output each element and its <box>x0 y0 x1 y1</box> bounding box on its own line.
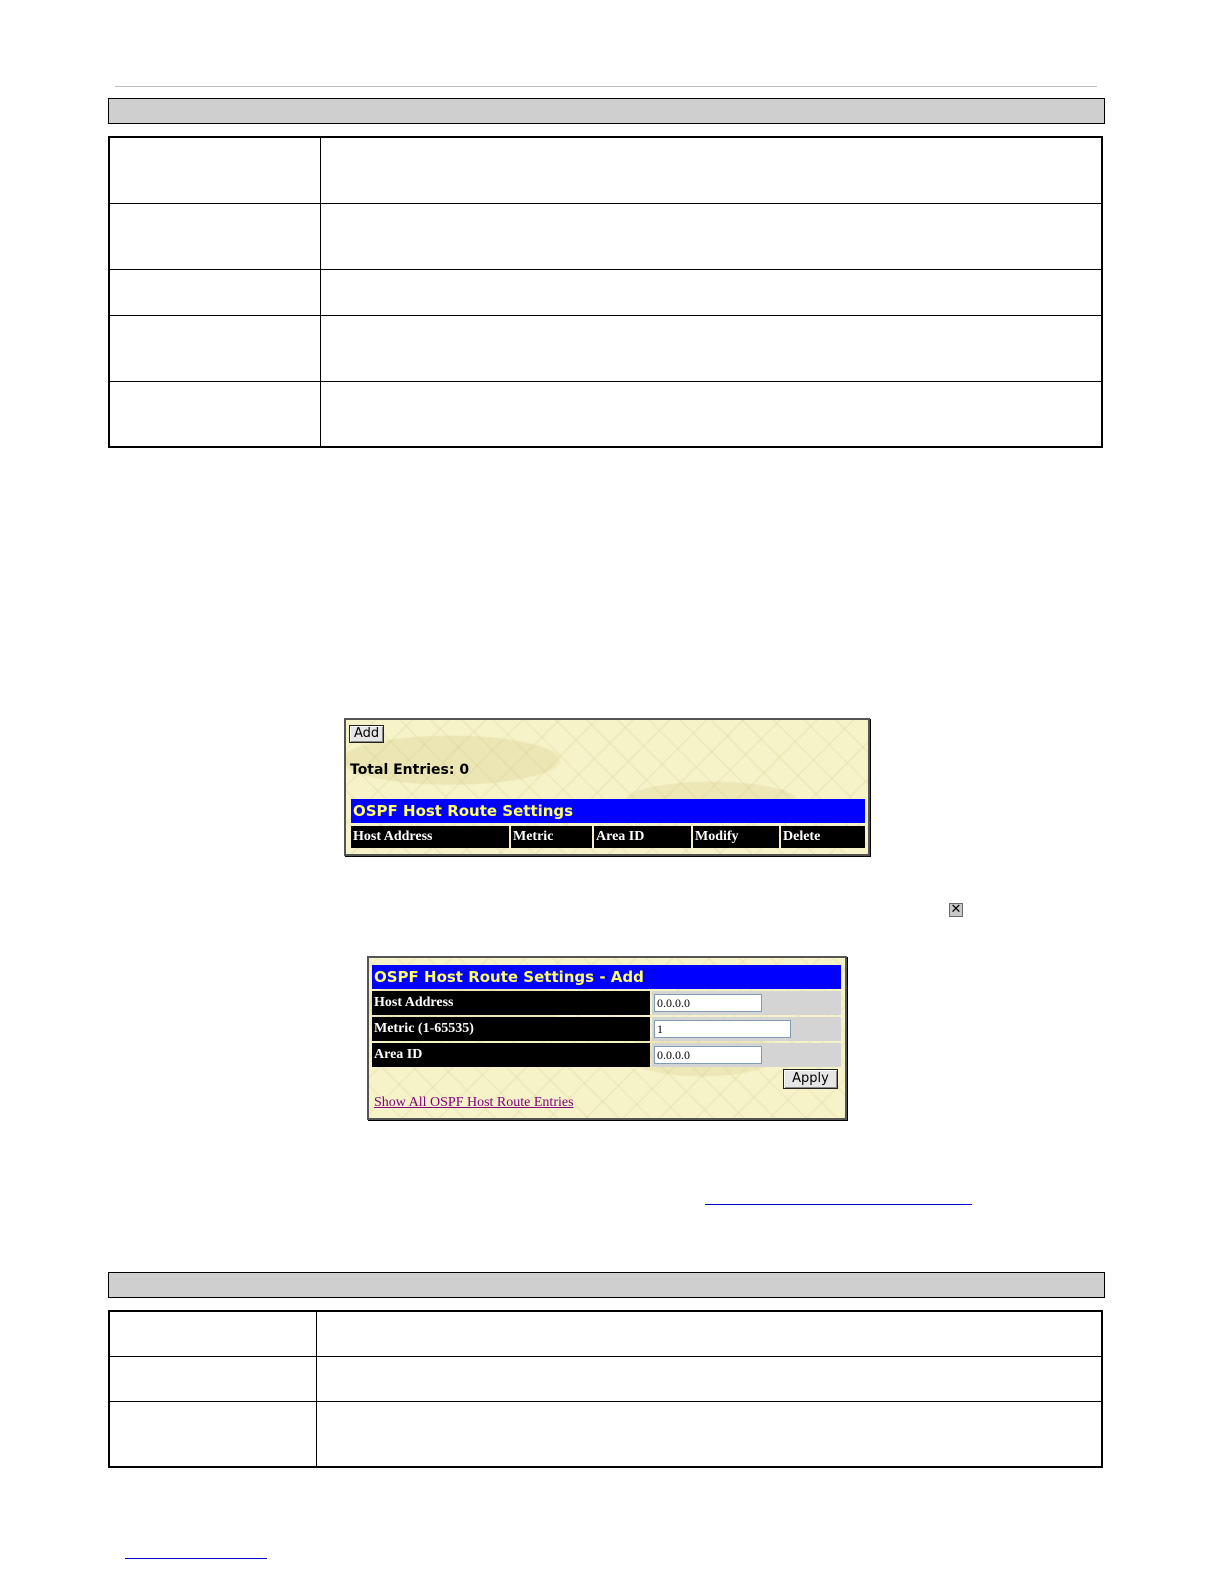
area-id-input[interactable] <box>654 1046 762 1064</box>
table-row <box>109 1356 1102 1401</box>
parameter-table-header-bar <box>108 98 1105 124</box>
column-header-delete: Delete <box>781 826 865 848</box>
parameter-table-header-bar-2 <box>108 1272 1105 1298</box>
table-row <box>109 315 1102 381</box>
host-address-input[interactable] <box>654 994 762 1012</box>
table-row <box>109 137 1102 203</box>
host-route-add-panel <box>367 956 847 1120</box>
table-header-row <box>351 826 865 848</box>
table-row <box>109 269 1102 315</box>
column-header-host-address: Host Address <box>351 826 509 848</box>
metric-label: Metric (1-65535) <box>372 1017 650 1041</box>
table-row <box>109 381 1102 447</box>
add-button[interactable]: Add <box>349 725 384 743</box>
table-row <box>109 203 1102 269</box>
hyperlink-underline <box>705 1204 972 1205</box>
show-all-host-route-entries-link[interactable]: Show All OSPF Host Route Entries <box>374 1095 574 1110</box>
column-header-area-id: Area ID <box>594 826 691 848</box>
host-address-label: Host Address <box>372 991 650 1015</box>
panel-title: OSPF Host Route Settings <box>351 799 865 823</box>
total-entries-label: Total Entries: 0 <box>350 762 470 778</box>
parameter-table-1 <box>108 136 1103 448</box>
table-row <box>109 1311 1102 1356</box>
column-header-modify: Modify <box>693 826 779 848</box>
add-panel-title: OSPF Host Route Settings - Add <box>372 965 841 989</box>
apply-button[interactable]: Apply <box>783 1069 838 1089</box>
footer-link-underline <box>125 1558 267 1559</box>
metric-input[interactable] <box>654 1020 791 1038</box>
page-header-rule <box>115 86 1097 87</box>
area-id-label: Area ID <box>372 1043 650 1067</box>
column-header-metric: Metric <box>511 826 592 848</box>
delete-icon[interactable]: ✕ <box>950 902 962 917</box>
table-row <box>109 1401 1102 1467</box>
host-route-settings-panel <box>344 718 870 856</box>
parameter-table-2 <box>108 1310 1103 1468</box>
